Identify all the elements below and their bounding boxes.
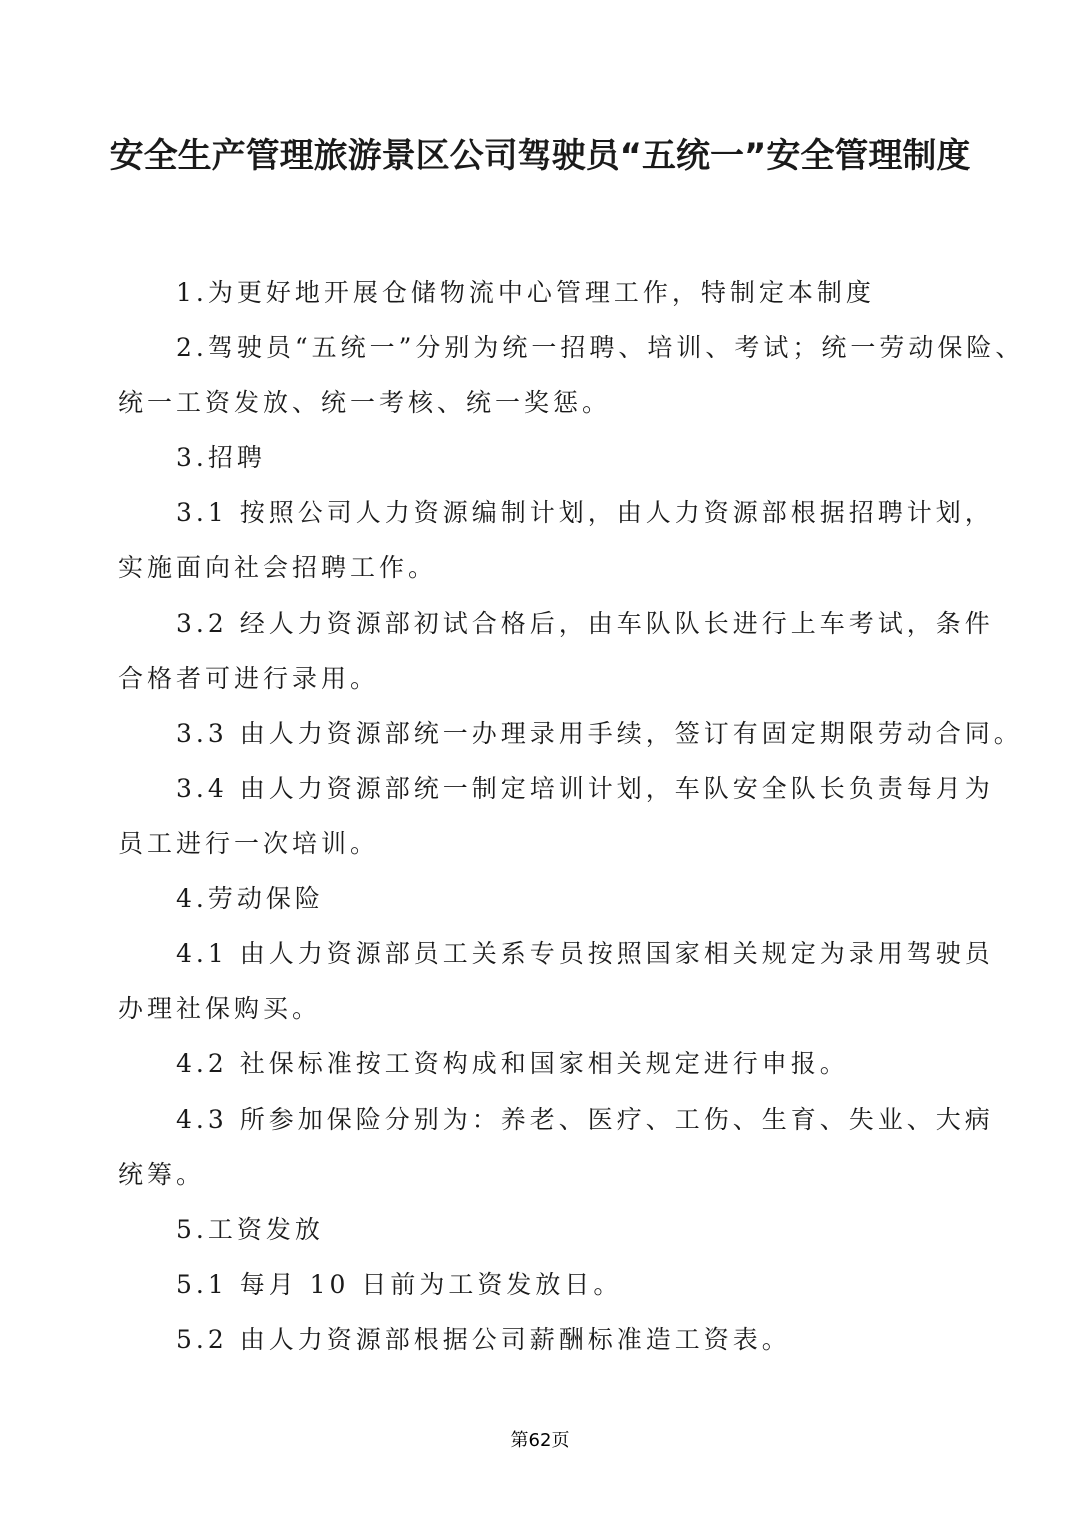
document-title: 安全生产管理旅游景区公司驾驶员“五统一”安全管理制度 (109, 136, 971, 176)
page-number: 第62页 (510, 1430, 570, 1451)
paragraph-line: 实施面向社会招聘工作。 (118, 553, 438, 582)
paragraph-line: 4.3 所参加保险分别为：养老、医疗、工伤、生育、失业、大病 (176, 1105, 994, 1134)
paragraph-line: 3.1 按照公司人力资源编制计划，由人力资源部根据招聘计划， (176, 498, 994, 527)
paragraph-line: 2.驾驶员“五统一”分别为统一招聘、培训、考试；统一劳动保险、 (176, 333, 1025, 362)
section-heading: 5.工资发放 (176, 1215, 324, 1244)
paragraph-line: 3.2 经人力资源部初试合格后，由车队队长进行上车考试，条件 (176, 609, 994, 638)
paragraph-line: 合格者可进行录用。 (118, 664, 380, 693)
section-heading: 3.招聘 (176, 443, 266, 472)
paragraph-line: 5.2 由人力资源部根据公司薪酬标准造工资表。 (176, 1325, 791, 1354)
paragraph-line: 员工进行一次培训。 (118, 829, 380, 858)
paragraph-line: 办理社保购买。 (118, 994, 322, 1023)
paragraph-line: 4.1 由人力资源部员工关系专员按照国家相关规定为录用驾驶员 (176, 939, 994, 968)
paragraph-line: 统筹。 (118, 1160, 206, 1189)
paragraph-line: 统一工资发放、统一考核、统一奖惩。 (118, 388, 612, 417)
paragraph-line: 4.2 社保标准按工资构成和国家相关规定进行申报。 (176, 1049, 849, 1078)
paragraph-line: 3.4 由人力资源部统一制定培训计划，车队安全队长负责每月为 (176, 774, 994, 803)
paragraph-line: 3.3 由人力资源部统一办理录用手续，签订有固定期限劳动合同。 (176, 719, 1023, 748)
paragraph-line: 5.1 每月 10 日前为工资发放日。 (176, 1270, 623, 1299)
section-heading: 4.劳动保险 (176, 884, 324, 913)
paragraph-line: 1.为更好地开展仓储物流中心管理工作，特制定本制度 (176, 278, 875, 307)
